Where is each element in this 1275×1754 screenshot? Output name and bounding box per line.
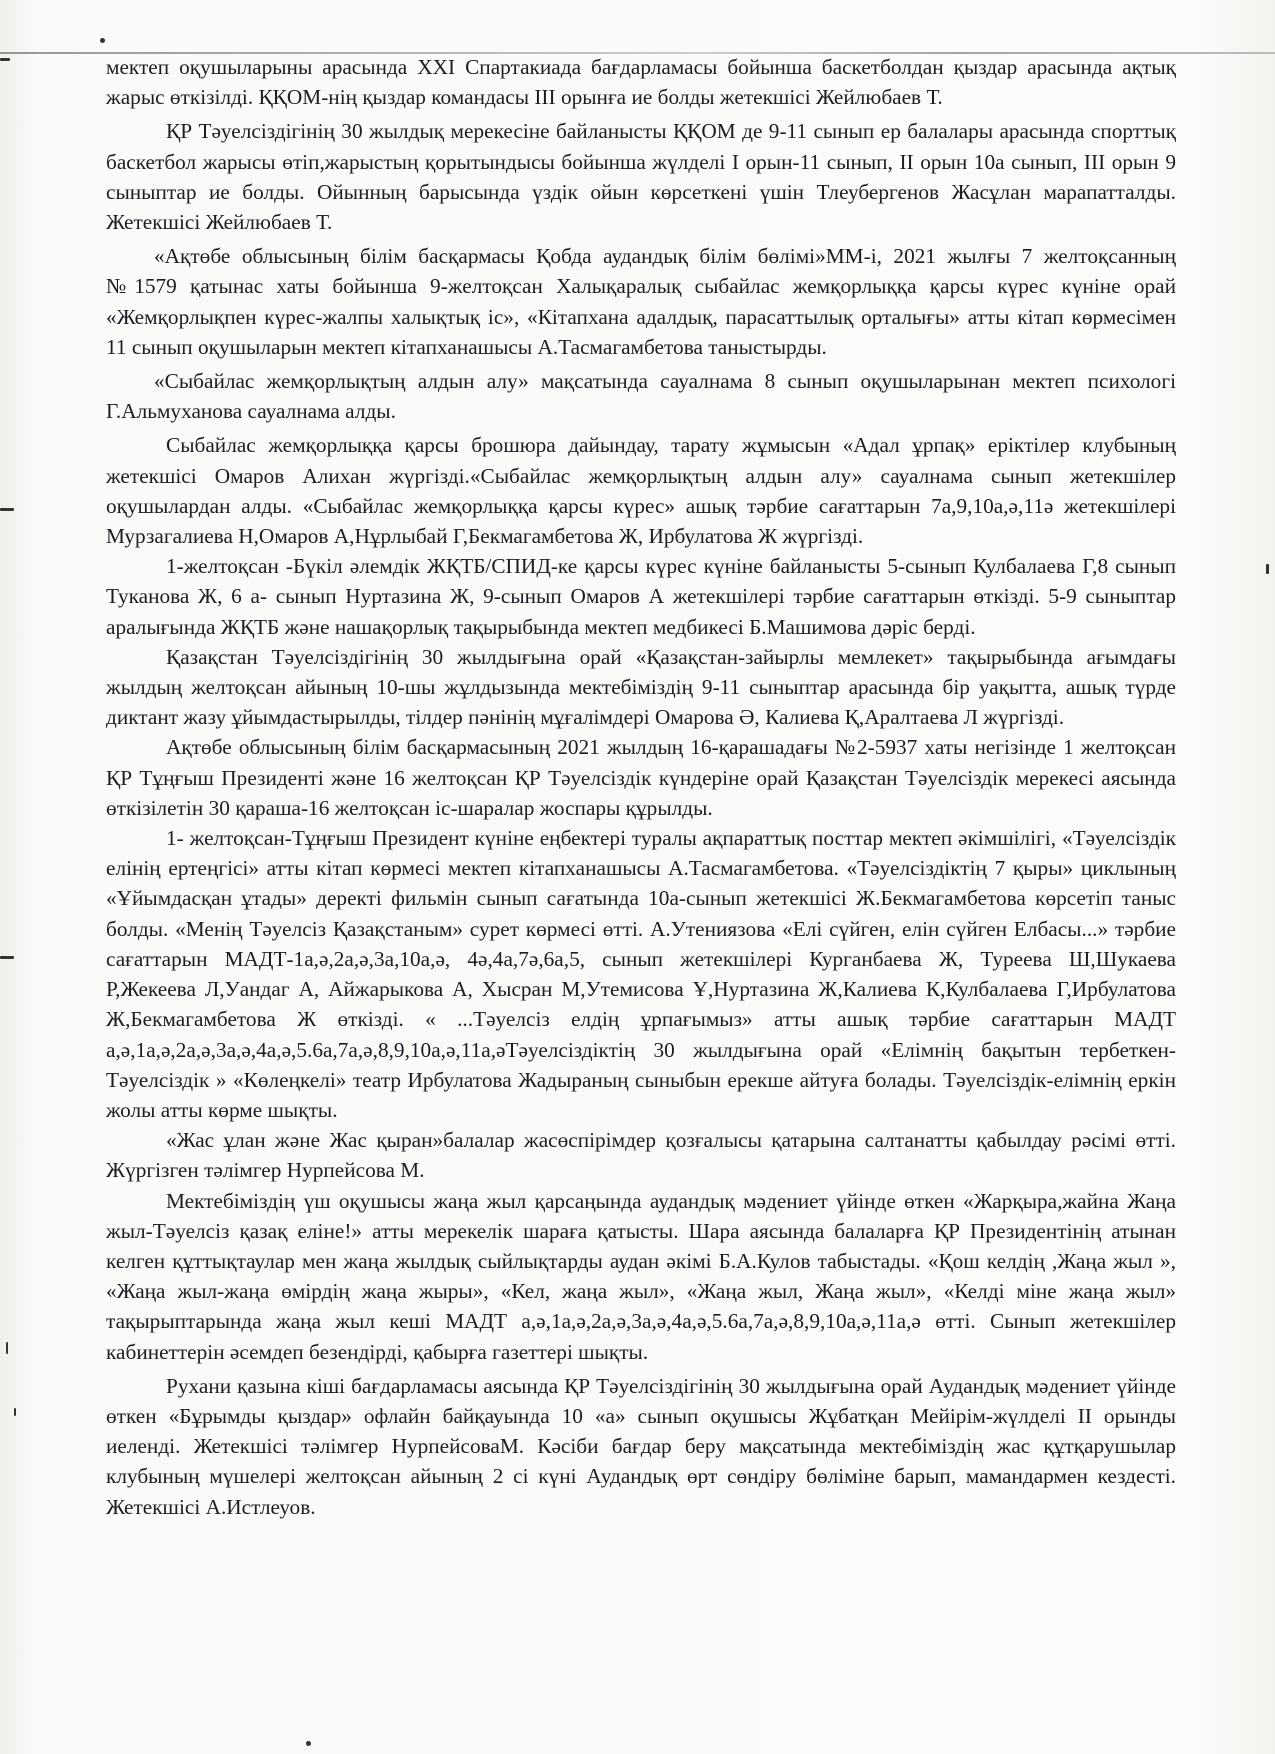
paragraph: Қазақстан Тәуелсіздігінің 30 жылдығына орай «Қазақстан-зайырлы мемлекет» тақырыбында ағымдағы жылдың желтоқсан айының 10-шы жұлдызында мектебіміздің 9-11 сыныптар арасында бір уақытта, ашық түрде диктант жазу ұйымдастырылды, тілдер пәнінің мұғалімдері Омарова Ә, Калиева Қ,Аралтаева Л жүргізді. (106, 644, 1176, 730)
paragraph: Ақтөбе облысының білім басқармасының 2021 жылдың 16-қарашадағы №2-5937 хаты негізінде 1 желтоқсан ҚР Тұңғыш Президенті және 16 желтоқсан ҚР Тәуелсіздік күндеріне орай Қазақстан Тәуелсіздік мерекесі аясында өткізілетін 30 қараша-16 желтоқсан іс-шаралар жоспары құрылды. (106, 735, 1176, 820)
paragraph: «Сыбайлас жемқорлықтың алдын алу» мақсатында сауалнама 8 сынып оқушыларынан мектеп психологі Г.Альмуханова сауалнама алды. (106, 369, 1176, 424)
paragraph: «Жас ұлан және Жас қыран»балалар жасөспірімдер қозғалысы қатарына салтанатты қабылдау рәсімі өтті. Жүргізген тәлімгер Нурпейсова М. (106, 1128, 1176, 1183)
paragraph: 1-желтоқсан -Бүкіл әлемдік ЖҚТБ/СПИД-ке қарсы күрес күніне байланысты 5-сынып Кулбалаева Г,8 сынып Туканова Ж, 6 а- сынып Нуртазина Ж, 9-сынып Омаров А жетекшілері тәрбие сағаттарын өткізді. 5-9 сыныптар аралығында ЖҚТБ және нашақорлық тақырыбында мектеп медбикесі Б.Машимова дәріс берді. (106, 554, 1176, 639)
paragraph: ҚР Тәуелсіздігінің 30 жылдық мерекесіне байланысты ҚҚОМ де 9-11 сынып ер балалары арасында спорттық баскетбол жарысы өтіп,жарыстың қорытындысы бойынша жүлделі I орын-11 сынып, II орын 10а сынып, III орын 9 сыныптар ие болды. Ойынның барысында үздік ойын көрсеткені үшін Тлеубергенов Жасұлан марапатталды. Жетекшісі Жейлюбаев Т. (106, 119, 1176, 235)
scan-speck (306, 1741, 311, 1746)
scan-edge-mark (0, 58, 10, 61)
paragraph: «Ақтөбе облысының білім басқармасы Қобда аудандық білім бөлімі»ММ-і, 2021 жылғы 7 желтоқсанның №1579 қатынас хаты бойынша 9-желтоқсан Халықаралық сыбайлас жемқорлыққа қарсы күрес күніне орай «Жемқорлықпен күрес-жалпы халықтық іс», «Кітапхана адалдық, парасаттылық орталығы» атты кітап көрмесімен 11 сынып оқушыларын мектеп кітапханашысы А.Тасмагамбетова таныстырды. (106, 244, 1176, 359)
paragraph: Сыбайлас жемқорлыққа қарсы брошюра дайындау, тарату жұмысын «Адал ұрпақ» еріктілер клубының жетекшісі Омаров Алихан жүргізді.«Сыбайлас жемқорлықтың алдын алу» сауалнама сынып жетекшілер оқушылардан алды. «Сыбайлас жемқорлыққа қарсы күрес» ашық тәрбие сағаттарын 7а,9,10а,ә,11ә жетекшілері Мурзагалиева Н,Омаров А,Нұрлыбай Г,Бекмагамбетова Ж, Ирбулатова Ж жүргізді. (106, 433, 1176, 549)
scan-edge-mark (1266, 564, 1269, 574)
scan-edge-mark (6, 1342, 8, 1354)
paragraph: мектеп оқушыларыны арасында XXI Спартакиада бағдарламасы бойынша баскетболдан қыздар арасында ақтық жарыс өткізілді. ҚҚОМ-нің қыздар командасы III орынға ие болды жетекшісі Жейлюбаев Т. (106, 55, 1176, 110)
paragraph: 1- желтоқсан-Тұңғыш Президент күніне еңбектері туралы ақпараттық посттар мектеп әкімшілігі, «Тәуелсіздік елінің ертеңгісі» атты кітап көрмесі мектеп кітапханашысы А.Тасмагамбетова. «Тәуелсіздіктің 7 қыры» циклының «Ұйымдасқан ұтады» деректі фильмін сынып сағатында 10а-сынып жетекшісі Ж.Бекмагамбетова көрсетіп таныс болды. «Менің Тәуелсіз Қазақстаным» сурет көрмесі өтті. А.Утениязова «Елі сүйген, елін сүйген Елбасы...» тәрбие сағаттарын МАДТ-1а,ә,2а,ә,3а,10а,ә, 4ә,4а,7ә,6а,5, сынып жетекшілері Курганбаева Ж, Туреева Ш,Шукаева Р,Жекеева Л,Уандаг А, Айжарыкова А, Хысран М,Утемисова Ұ,Нуртазина Ж,Калиева К,Кулбалаева Г,Ирбулатова Ж,Бекмагамбетова Ж өткізді. « ...Тәуелсіз елдің ұрпағымыз» атты ашық тәрбие сағаттарын МАДТ а,ә,1а,ә,2а,ә,3а,ә,4а,ә,5.6а,7а,ә,8,9,10а,ә,11а,әТәуелсіздіктің 30 жылдығына орай «Елімнің бақытын тербеткен-Тәуелсіздік » «Көлеңкелі» театр Ирбулатова Жадыраның сыныбын ерекше айтуға болады. Тәуелсіздік-елімнің еркін жолы атты көрме шықты. (106, 826, 1176, 1122)
paragraph: Мектебіміздің үш оқушысы жаңа жыл қарсаңында аудандық мәдениет үйінде өткен «Жарқыра,жайна Жаңа жыл-Тәуелсіз қазақ еліне!» атты мерекелік шараға қатысты. Шара аясында балаларға ҚР Президентінің атынан келген құттықтаулар мен жаңа жылдық сыйлықтарды аудан әкімі Б.А.Кулов табыстады. «Қош келдің ,Жаңа жыл », «Жаңа жыл-жаңа өмірдің жаңа жыры», «Кел, жаңа жыл», «Жаңа жыл, Жаңа жыл», «Келді міне жаңа жыл» тақырыптарында жаңа жыл кеші МАДТ а,ә,1а,ә,2а,ә,3а,ә,4а,ә,5.6а,7а,ә,8,9,10а,ә,11а,ә өтті. Сынып жетекшілер кабинеттерін әсемдеп безендірді, қабырға газеттері шықты. (106, 1188, 1176, 1364)
scan-edge-mark (0, 956, 14, 959)
paragraph: Рухани қазына кіші бағдарламасы аясында ҚР Тәуелсіздігінің 30 жылдығына орай Аудандық мәдениет үйінде өткен «Бұрымды қыздар» офлайн байқауында 10 «а» сынып оқушысы Жұбатқан Мейірім-жүлделі II орынды иеленді. Жетекшісі тәлімгер НурпейсоваМ. Кәсіби бағдар беру мақсатында мектебіміздің жас құтқарушылар клубының мүшелері желтоқсан айының 2 сі күні Аудандық өрт сөндіру бөліміне барып, мамандармен кездесті. Жетекшісі А.Истлеуов. (106, 1373, 1176, 1519)
document-body (106, 52, 1176, 1522)
scan-speck (100, 38, 105, 43)
scan-edge-mark (14, 1408, 16, 1416)
scan-edge-mark (0, 508, 14, 511)
